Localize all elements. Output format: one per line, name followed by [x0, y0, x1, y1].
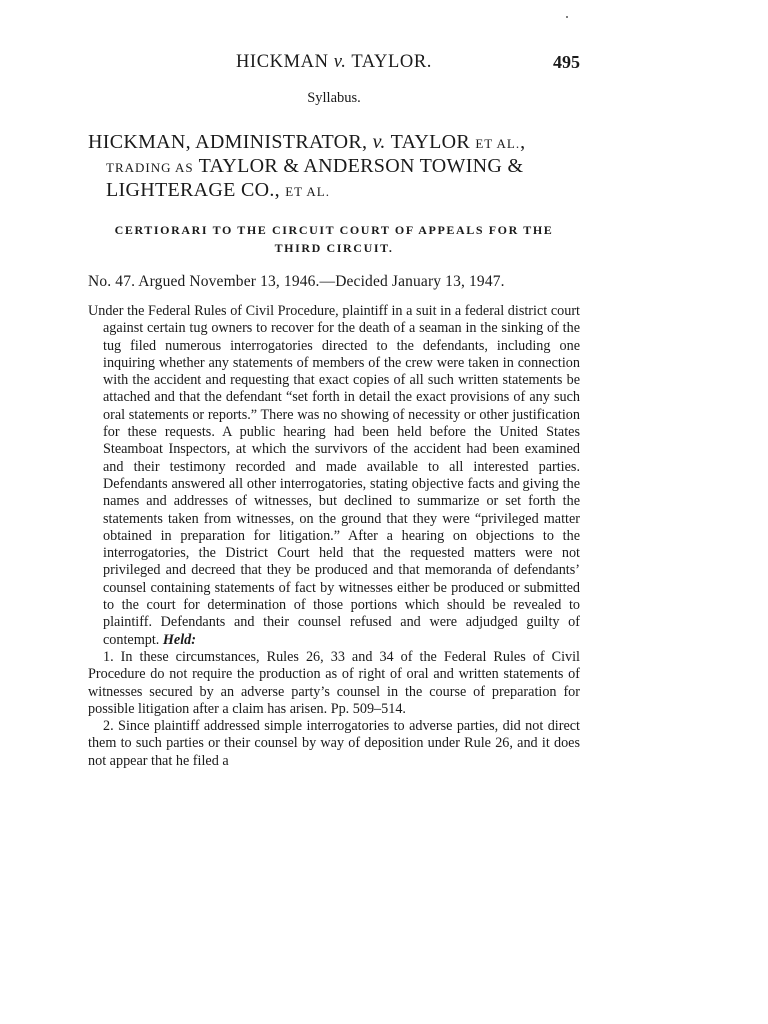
case-title	[88, 131, 580, 203]
held-label: Held:	[162, 631, 196, 648]
running-title: HICKMAN v. TAYLOR.	[235, 52, 433, 72]
holding-point-2: 2. Since plaintiff addressed simple interrogatories to adverse parties, did not direct them to such parties or their counsel by way of deposition under Rule 26, and it does not appear that he filed a	[88, 718, 580, 769]
case-title-line-3: LIGHTERAGE CO., ET AL.	[106, 179, 330, 201]
section-label: Syllabus.	[307, 90, 361, 106]
syllabus-body	[88, 303, 580, 770]
syllabus-intro-paragraph: Under the Federal Rules of Civil Procedure, plaintiff in a suit in a federal district court against certain tug owners to recover for the death of a seaman in the sinking of the tug filed numerous interrogatories directed to the defendants, including one inquiring whether any statements of members of the crew were taken in connection with the accident and requesting that exact copies of all such written statements be attached and that the defendant “set forth in detail the exact provisions of any such oral statements or reports.” There was no showing of necessity or other justification for these requests. A public hearing had been held before the United States Steamboat Inspectors, at which the survivors of the accident had been examined and their testimony recorded and made available to all interested parties. Defendants answered all other interrogatories, stating objective facts and giving the names and addresses of witnesses, but declined to summarize or set forth the statements taken from witnesses, on the ground that they were “privileged matter obtained in preparation for litigation.” After a hearing on objections to the interrogatories, the District Court held that the requested matters were not privileged and decreed that they be produced and that memoranda of defendants’ counsel containing statements of fact by witnesses either be produced or submitted to the court for determination of those portions which should be revealed to plaintiff. Defendants and their counsel refused and were adjudged guilty of contempt. Held:	[88, 303, 580, 648]
case-title-line-2: TRADING AS TAYLOR & ANDERSON TOWING &	[106, 155, 524, 177]
scan-speck	[566, 16, 568, 18]
case-title-line-1: HICKMAN, ADMINISTRATOR, v. TAYLOR ET AL.,	[88, 131, 526, 153]
docket-line: No. 47. Argued November 13, 1946.—Decided January 13, 1947.	[88, 273, 505, 290]
certiorari-heading: CERTIORARI TO THE CIRCUIT COURT OF APPEALS FOR THE THIRD CIRCUIT.	[114, 223, 554, 255]
holding-point-1: 1. In these circumstances, Rules 26, 33 and 34 of the Federal Rules of Civil Procedure do not require the production as of right of oral and written statements of witnesses secured by an adverse party’s counsel in the course of preparation for possible litigation after a claim has arisen. Pp. 509–514.	[88, 648, 580, 717]
page-number: 495	[553, 52, 580, 72]
document-page	[88, 50, 580, 770]
running-head	[88, 50, 580, 76]
